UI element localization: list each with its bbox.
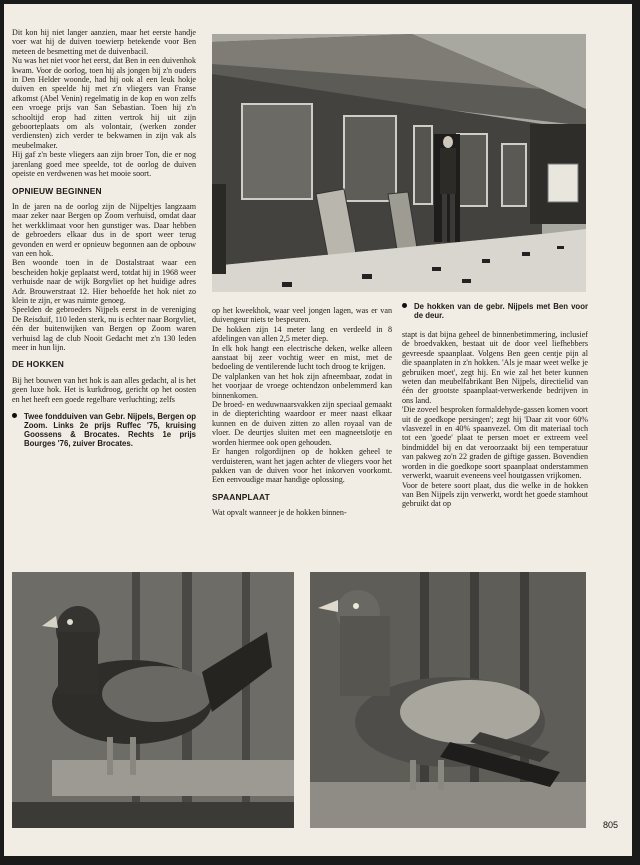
pigeons-caption (12, 412, 196, 448)
caption-text: De hokken van de gebr. Nijpels met Ben voor de deur. (414, 302, 588, 320)
section-heading: DE HOKKEN (12, 359, 65, 370)
bullet-icon (12, 413, 17, 418)
loft-illustration (212, 34, 586, 292)
paragraph: De broed- en weduwnaarsvakken zijn speciaal gemaakt in de diepterichting waardoor er meer naast elkaar kunnen en de duiven zitten zo allen royaal van de vloer. De deurtjes sluiten met een magneetslotje en worden hiermee ook open gehouden. (212, 400, 392, 447)
paragraph: Speelden de gebroeders Nijpels eerst in de vereniging De Reisduif, 110 leden sterk, nu is echter naar Borgvliet, één der buitenwijken van Bergen op Zoom waren verhuisd lag de club Nooit Gedacht met z'n 130 leden meer in hun lijn. (12, 305, 196, 352)
right-column (402, 302, 588, 509)
pigeon-illustration-left (12, 572, 294, 828)
paragraph: op het kweekhok, waar veel jongen lagen, was er van duivengeur niets te bespeuren. (212, 306, 392, 325)
loft-caption (402, 302, 588, 320)
paragraph: De valplanken van het hok zijn afneembaar, zodat in het voorjaar de vroege ochtendzon onbelemmerd kan binnenkomen. (212, 371, 392, 400)
paragraph: Er hangen rolgordijnen op de hokken geheel te verduisteren, want het jagen achter de vliegers voor het pakken van de duiven voor het inkorven voorkomt. Een eenvoudige maar handige oplossing. (212, 447, 392, 485)
intro-text (12, 28, 196, 179)
pigeon-illustration-right (310, 572, 586, 828)
page-number: 805 (602, 820, 618, 830)
caption-text: Twee fondduiven van Gebr. Nijpels, Bergen op Zoom. Links 2e prijs Ruffec '75, kruising Goossens & Brocates. Rechts 1e prijs Bourges '76, zuiver Brocates. (24, 412, 196, 449)
pigeon-photo-right (310, 572, 586, 828)
section-heading: OPNIEUW BEGINNEN (12, 185, 102, 196)
paragraph: Nu was het niet voor het eerst, dat Ben in een duivenhok kwam. Voor de oorlog, toen hij als jongen bij z'n ouders in Den Helder woonde, had hij ook al een leuk hokje duiven en speelde hij met z'n vliegers van Franse afkomst (Abel Venin) regelmatig in de kop en won zelfs een vroege prijs van San Sebastian. Toen hij z'n schooltijd erop had zitten vertrok hij uit zijn geboorteplaats om als volontair, (werken zonder verdiensten) zich verder te bekwamen in zijn vak als meubelmaker. (12, 56, 196, 150)
section-text (12, 376, 196, 404)
paragraph: Hij gaf z'n beste vliegers aan zijn broer Ton, die er nog jarenlang goed mee speelde, tot de oorlog de duiven opeiste en verdwenen was het mooie soort. (12, 150, 196, 179)
paragraph: Dit kon hij niet langer aanzien, maar het eerste handje voer wat hij de duiven toewierp betekende voor Ben meteen de besmetting met de duivenbacil. (12, 28, 196, 56)
bullet-icon (402, 303, 407, 308)
loft-photo (212, 34, 586, 292)
magazine-page (4, 4, 632, 856)
paragraph: De hokken zijn 14 meter lang en verdeeld in 8 afdelingen van allen 2,5 meter diep. (212, 324, 392, 344)
paragraph: Bij het bouwen van het hok is aan alles gedacht, al is het geen luxe hok. Het is kurkdroog, gericht op het oosten en het heeft een goede regelbare verluchting; zelfs (12, 375, 196, 404)
section-heading: SPAANPLAAT (212, 491, 270, 502)
section-text (12, 202, 196, 353)
paragraph: In elk hok hangt een electrische deken, welke alleen aanstaat bij zeer vochtig weer en mist, met de bedoeling de ventilerende lucht toch droog te krijgen. (212, 343, 392, 372)
left-column (12, 28, 196, 448)
pigeon-photo-left (12, 572, 294, 828)
paragraph: stapt is dat bijna geheel de binnenbetimmering, inclusief de broedvakken, bestaat uit de door veel liefhebbers gevreesde spaanplaat. Volgens Ben geen centje pijn al die spaanplaten in z'n hokken. 'Als je maar weet welke je gebruiken moet', zegt hij. En wie zal het beter kunnen weten dan meubelfabrikant Ben Nijpels, directielid van één der grootste spaanplaat-verwerkende bedrijven in ons land. (402, 330, 588, 405)
paragraph: Wat opvalt wanneer je de hokken binnen- (212, 508, 347, 518)
paragraph: In de jaren na de oorlog zijn de Nijpeltjes langzaam maar zeker naar Bergen op Zoom verhuisd, omdat daar het werkklimaat voor hen gunstiger was. Daar hebben de gebroeders elkaar dus in de sport weer terug gevonden en werd er opnieuw begonnen aan de opbouw van een hok. (12, 201, 196, 258)
paragraph: Ben woonde toen in de Dostalstraat waar een bescheiden hokje geplaatst werd, totdat hij in 1968 weer verhuisde naar de wijk Borgvliet op het huidige adres Adr. Brouwerstraat 12. Hier behoefde het hok niet zo klein te zijn, er was ruimte genoeg. (12, 258, 196, 305)
paragraph: Voor de betere soort plaat, dus die welke in de hokken van Ben Nijpels zijn verwerkt, wordt het goede stamhout gebruikt dat op (402, 480, 588, 509)
paragraph: 'Die zoveel besproken formaldehyde-gassen komen voort uit de goedkope persingen'; zegt hij 'Daar zit voor 60% vlasvezel in en 40% spaanvezel. Om dit materiaal toch tot een 'goede' plaat te persen moet er extreem veel bindmiddel bij en dat veroorzaakt bij een temperatuur van pakweg zo'n 22 graden de giftige gassen. Bovendien worden in die goedkope soort spaanplaat onderstammen verwerkt, waaruit eveneens veel houtgassen vrijkomen. (402, 405, 588, 481)
middle-column (212, 306, 392, 518)
